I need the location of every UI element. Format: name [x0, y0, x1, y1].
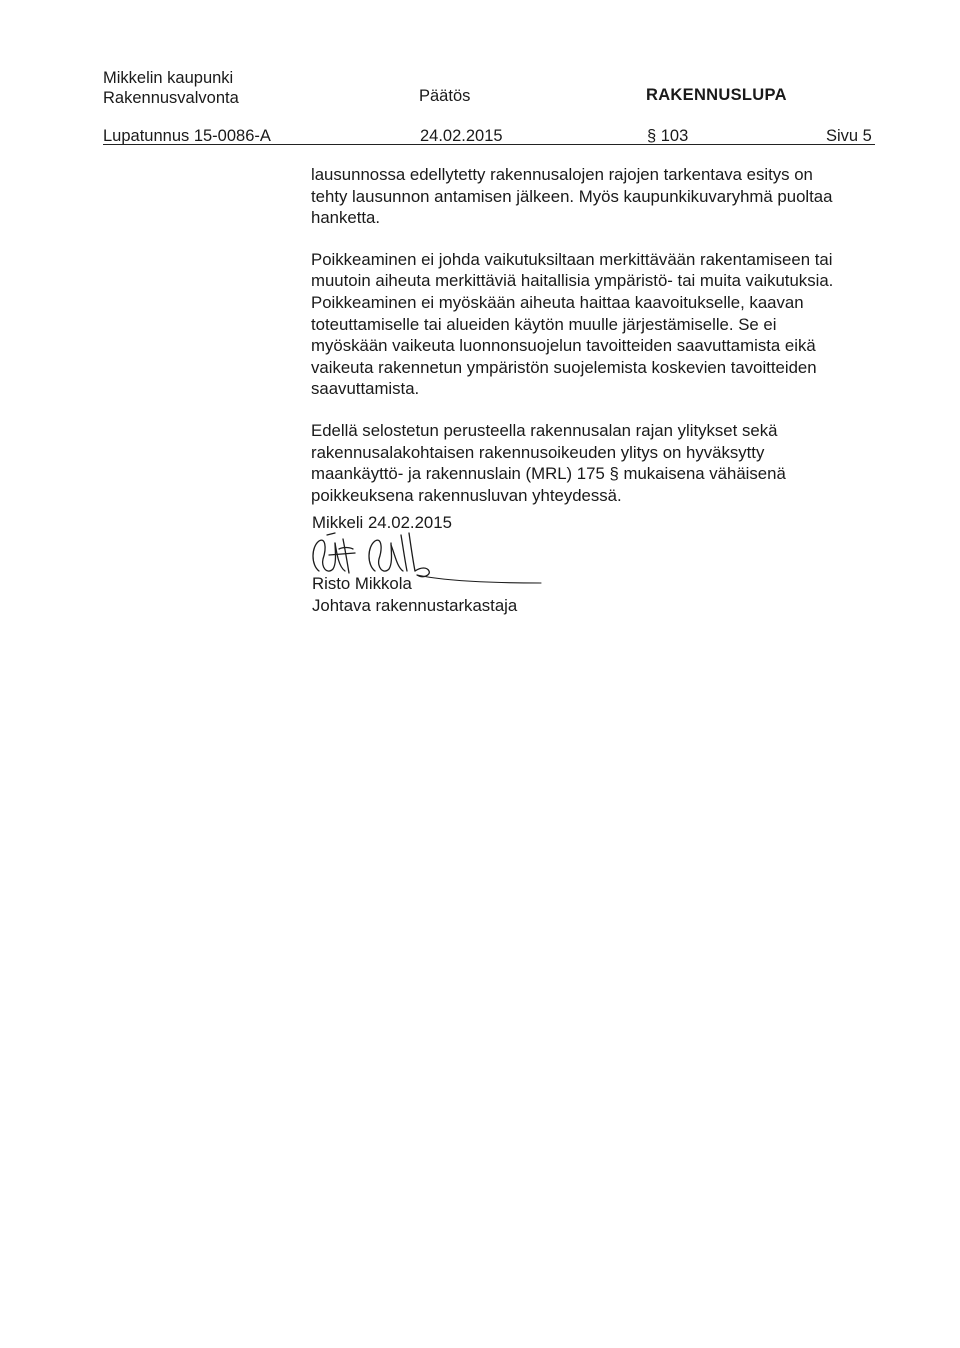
- signer-title: Johtava rakennustarkastaja: [312, 595, 518, 615]
- text-line: myöskään vaikeuta luonnonsuojelun tavoitteiden saavuttamista eikä: [311, 336, 816, 356]
- text-line: hanketta.: [311, 208, 381, 228]
- document-date: 24.02.2015: [420, 127, 503, 145]
- permit-id: Lupatunnus 15-0086-A: [103, 127, 271, 145]
- paragraph-1: [311, 164, 871, 229]
- text-line: maankäyttö- ja rakennuslain (MRL) 175 § mukaisena vähäisenä: [311, 464, 786, 484]
- document-title: RAKENNUSLUPA: [646, 86, 787, 104]
- paragraph-2: [311, 249, 871, 400]
- text-line: poikkeuksena rakennusluvan yhteydessä.: [311, 485, 622, 505]
- text-line: saavuttamista.: [311, 379, 420, 399]
- organization-name: Mikkelin kaupunki: [103, 69, 234, 87]
- text-line: toteuttamiselle tai alueiden käytön muulle järjestämiselle. Se ei: [311, 314, 777, 334]
- text-line: vaikeuta rakennetun ympäristön suojelemista koskevien tavoitteiden: [311, 357, 817, 377]
- text-line: Edellä selostetun perusteella rakennusalan rajan ylitykset sekä: [311, 420, 778, 440]
- page-number: Sivu 5: [826, 127, 872, 145]
- department-name: Rakennusvalvonta: [103, 89, 239, 107]
- paragraph-3: [311, 420, 871, 506]
- text-line: rakennusalakohtaisen rakennusoikeuden ylitys on hyväksytty: [311, 442, 765, 462]
- text-line: tehty lausunnon antamisen jälkeen. Myös kaupunkikuvaryhmä puoltaa: [311, 186, 833, 206]
- signer-name: Risto Mikkola: [312, 574, 412, 593]
- header-rule: [103, 144, 875, 145]
- section-number: § 103: [647, 127, 689, 145]
- text-line: muutoin aiheuta merkittäviä haitallisia ympäristö- tai muita vaikutuksia.: [311, 271, 834, 291]
- body-text: [311, 164, 871, 526]
- document-type: Päätös: [419, 87, 471, 105]
- text-line: lausunnossa edellytetty rakennusalojen rajojen tarkentava esitys on: [311, 165, 813, 184]
- signer-block: [312, 573, 517, 616]
- text-line: Poikkeaminen ei johda vaikutuksiltaan merkittävään rakentamiseen tai: [311, 249, 833, 269]
- text-line: Poikkeaminen ei myöskään aiheuta haittaa kaavoitukselle, kaavan: [311, 292, 804, 312]
- place-date-text: Mikkeli 24.02.2015: [312, 513, 452, 532]
